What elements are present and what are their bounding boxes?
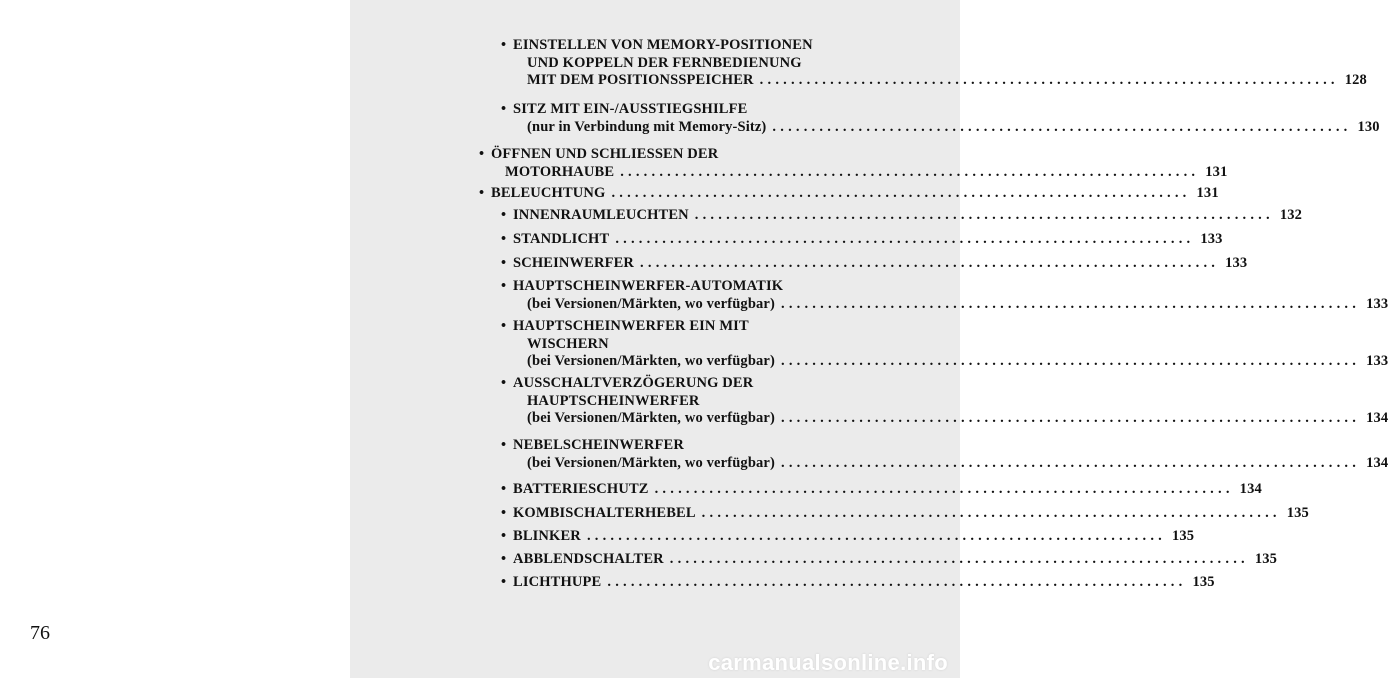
toc-entry-page: 134 — [1366, 410, 1388, 426]
toc-entry-title: KOMBISCHALTERHEBEL — [513, 505, 696, 521]
bullet-icon: • — [501, 528, 507, 544]
toc-entry-title: MOTORHAUBE — [505, 163, 615, 180]
toc-entry-page: 134 — [1366, 454, 1388, 471]
toc-entry-title: HAUPTSCHEINWERFER — [527, 392, 700, 409]
bullet-icon: • — [501, 375, 507, 391]
leader-dots: .......................................................................... — [640, 255, 1220, 271]
leader-dots: .......................................................................... — [586, 528, 1166, 544]
bullet-icon: • — [501, 318, 507, 334]
toc-entry[interactable] — [501, 375, 1388, 428]
toc-entry-page: 135 — [1286, 505, 1309, 521]
leader-dots: .......................................................................... — [781, 353, 1361, 369]
leader-dots: .......................................................................... — [615, 231, 1195, 247]
toc-entry[interactable] — [501, 318, 1388, 371]
toc-entry-title: UND KOPPELN DER FERNBEDIENUNG — [527, 54, 802, 71]
toc-entry-page: 128 — [1344, 72, 1367, 88]
toc-entry-page: 135 — [1192, 574, 1215, 590]
toc-entry-title: NEBELSCHEINWERFER — [513, 437, 684, 453]
toc-entry[interactable] — [501, 505, 1309, 523]
toc-entry[interactable] — [501, 551, 1278, 569]
left-page — [0, 0, 350, 678]
toc-entry-title: SCHEINWERFER — [513, 255, 635, 271]
toc-entry-title: SITZ MIT EIN-/AUSSTIEGSHILFE — [513, 101, 748, 117]
toc-entry-title: (bei Versionen/Märkten, wo verfügbar) — [527, 353, 775, 369]
bullet-icon: • — [501, 37, 507, 53]
bullet-icon: • — [501, 101, 507, 117]
toc-entry-title: STANDLICHT — [513, 231, 610, 247]
toc-entry-title: BELEUCHTUNG — [491, 185, 606, 201]
toc-entry[interactable] — [501, 231, 1223, 249]
toc-entry[interactable] — [501, 574, 1215, 592]
toc-entry-page: 132 — [1279, 207, 1303, 223]
leader-dots: .......................................................................... — [759, 72, 1339, 88]
toc-entry[interactable] — [501, 37, 1367, 90]
toc-entry-title: ABBLENDSCHALTER — [513, 551, 664, 567]
leader-dots: .......................................................................... — [611, 185, 1191, 201]
toc-entry-title: ÖFFNEN UND SCHLIESSEN DER — [491, 146, 719, 162]
toc-entry-title: (bei Versionen/Märkten, wo verfügbar) — [527, 410, 775, 426]
toc-entry[interactable] — [501, 207, 1303, 225]
toc-entry-page: 135 — [1254, 551, 1278, 567]
toc-entry-page: 131 — [1196, 185, 1219, 201]
leader-dots: .......................................................................... — [620, 163, 1200, 180]
toc-entry-page: 133 — [1225, 255, 1248, 271]
toc-entry-title: LICHTHUPE — [513, 574, 602, 590]
toc-entry-title: AUSSCHALTVERZÖGERUNG DER — [513, 375, 754, 391]
toc-entry-page: 133 — [1200, 231, 1223, 247]
bullet-icon: • — [501, 207, 507, 223]
leader-dots: .......................................................................... — [781, 410, 1361, 426]
toc-entry-title: (bei Versionen/Märkten, wo verfügbar) — [527, 295, 775, 312]
leader-dots: .......................................................................... — [772, 118, 1352, 135]
toc-entry-title: EINSTELLEN VON MEMORY-POSITIONEN — [513, 37, 813, 53]
toc-entry[interactable] — [501, 437, 1388, 472]
toc-entry-page: 133 — [1366, 353, 1388, 369]
bullet-icon: • — [501, 505, 507, 521]
toc-entry[interactable] — [501, 481, 1262, 499]
toc-entry[interactable] — [501, 528, 1195, 546]
toc-entry[interactable] — [501, 255, 1248, 273]
leader-dots: .......................................................................... — [694, 207, 1274, 223]
toc-entry-title: MIT DEM POSITIONSSPEICHER — [527, 72, 754, 88]
leader-dots: .......................................................................... — [781, 454, 1361, 471]
leader-dots: .......................................................................... — [701, 505, 1281, 521]
bullet-icon: • — [501, 231, 507, 247]
toc-entry-title: (nur in Verbindung mit Memory-Sitz) — [527, 118, 767, 135]
toc-entry-page: 135 — [1172, 528, 1195, 544]
watermark: carmanualsonline.info — [708, 650, 948, 675]
leader-dots: .......................................................................... — [654, 481, 1234, 497]
leader-dots: .......................................................................... — [607, 574, 1187, 590]
toc-entry-page: 130 — [1357, 118, 1380, 135]
toc-entry[interactable] — [501, 278, 1388, 313]
toc-entry-title: HAUPTSCHEINWERFER-AUTOMATIK — [513, 278, 784, 294]
toc-entry-page: 131 — [1205, 163, 1228, 180]
toc-entry-title: BATTERIESCHUTZ — [513, 481, 649, 497]
toc-entry-title: BLINKER — [513, 528, 581, 544]
bullet-icon: • — [501, 255, 507, 271]
bullet-icon: • — [501, 574, 507, 590]
toc-entry[interactable] — [479, 185, 1219, 203]
bullet-icon: • — [501, 278, 507, 294]
bullet-icon: • — [501, 481, 507, 497]
toc-entry-title: WISCHERN — [527, 335, 609, 352]
bullet-icon: • — [501, 551, 507, 567]
table-of-contents — [350, 0, 1388, 678]
page-number: 76 — [30, 622, 50, 644]
right-page — [350, 0, 1388, 678]
toc-entry[interactable] — [501, 101, 1380, 136]
leader-dots: .......................................................................... — [781, 295, 1361, 312]
bullet-icon: • — [501, 437, 507, 453]
toc-entry-page: 134 — [1239, 481, 1262, 497]
toc-entry-title: HAUPTSCHEINWERFER EIN MIT — [513, 318, 749, 334]
bullet-icon: • — [479, 185, 485, 201]
toc-entry-title: (bei Versionen/Märkten, wo verfügbar) — [527, 454, 775, 471]
toc-entry-page: 133 — [1366, 295, 1388, 312]
bullet-icon: • — [479, 146, 485, 162]
toc-entry-title: INNENRAUMLEUCHTEN — [513, 207, 689, 223]
toc-entry[interactable] — [479, 146, 1228, 181]
leader-dots: .......................................................................... — [669, 551, 1249, 567]
